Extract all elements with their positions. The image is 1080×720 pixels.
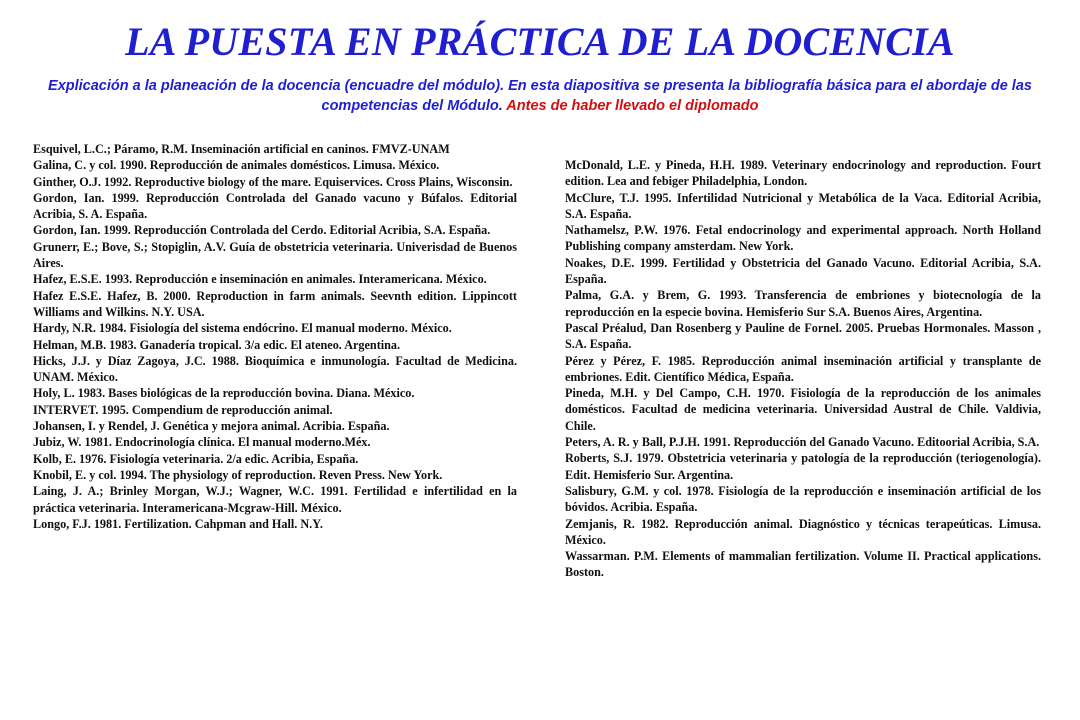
bibliography-entry: Jubiz, W. 1981. Endocrinología clínica. El manual moderno.Méx. bbox=[33, 435, 371, 450]
bibliography-entry: Wassarman. P.M. Elements of mammalian fertilization. Volume II. Practical applications. Boston. bbox=[565, 549, 1041, 580]
bibliography-entry: Hafez, E.S.E. 1993. Reproducción e inseminación en animales. Interamericana. México. bbox=[33, 272, 487, 287]
subtitle-accent-text: Antes de haber llevado el diplomado bbox=[506, 98, 759, 114]
bibliography-entry: Laing, J. A.; Brinley Morgan, W.J.; Wagner, W.C. 1991. Fertilidad e infertilidad en la práctica veterinaria. Interamericana-Mcgraw-Hill. México. bbox=[33, 484, 517, 515]
slide-title: LA PUESTA EN PRÁCTICA DE LA DOCENCIA bbox=[125, 19, 955, 64]
bibliography-entry: Nathamelsz, P.W. 1976. Fetal endocrinology and experimental approach. North Holland Publishing company amsterdam. New York. bbox=[565, 223, 1041, 254]
bibliography-entry: Gordon, Ian. 1999. Reproducción Controlada del Ganado vacuno y Búfalos. Editorial Acribia, S. A. España. bbox=[33, 190, 517, 222]
bibliography-right-column bbox=[565, 157, 1041, 581]
bibliography-entry: Salisbury, G.M. y col. 1978. Fisiología de la reproducción e inseminación artificial de los bóvidos. Acribia. España. bbox=[565, 483, 1041, 515]
bibliography-entry: Helman, M.B. 1983. Ganadería tropical. 3/a edic. El ateneo. Argentina. bbox=[33, 337, 401, 352]
bibliography-entry: Esquivel, L.C.; Páramo, R.M. Inseminación artificial en caninos. FMVZ-UNAM bbox=[33, 142, 450, 156]
bibliography-entry: Ginther, O.J. 1992. Reproductive biology of the mare. Equiservices. Cross Plains, Wisconsin. bbox=[33, 174, 513, 189]
bibliography-entry: McDonald, L.E. y Pineda, H.H. 1989. Veterinary endocrinology and reproduction. Fourt edition. Lea and febiger Philadelphia, London. bbox=[565, 158, 1041, 189]
bibliography-entry: Palma, G.A. y Brem, G. 1993. Transferencia de embriones y biotecnología de la reproducción en la especie bovina. Hemisferio Sur S.A. Buenos Aires, Argentina. bbox=[565, 288, 1041, 319]
bibliography-entry: Roberts, S.J. 1979. Obstetricia veterinaria y patología de la reproducción (teriogenología). Edit. Hemisferio Sur. Argentina. bbox=[565, 451, 1041, 482]
bibliography-entry: Johansen, I. y Rendel, J. Genética y mejora animal. Acribia. España. bbox=[33, 419, 390, 434]
bibliography-entry: Kolb, E. 1976. Fisiología veterinaria. 2/a edic. Acribia, España. bbox=[33, 451, 359, 466]
bibliography-entry: Peters, A. R. y Ball, P.J.H. 1991. Reproducción del Ganado Vacuno. Editoorial Acribia, S.A. bbox=[565, 435, 1040, 450]
bibliography-entry: McClure, T.J. 1995. Infertilidad Nutricional y Metabólica de la Vaca. Editorial Acribia, S.A. España. bbox=[565, 190, 1041, 221]
bibliography-entry: Pineda, M.H. y Del Campo, C.H. 1970. Fisiología de la reproducción de los animales domésticos. Facultad de medicina veterinaria. Universidad Austral de Chile. Valdivia, Chile. bbox=[565, 386, 1041, 433]
bibliography-entry: Noakes, D.E. 1999. Fertilidad y Obstetricia del Ganado Vacuno. Editorial Acribia, S.A. España. bbox=[565, 255, 1041, 287]
bibliography-entry: Longo, F.J. 1981. Fertilization. Cahpman and Hall. N.Y. bbox=[33, 516, 323, 531]
slide-subtitle bbox=[28, 76, 1052, 116]
bibliography-entry: Grunerr, E.; Bove, S.; Stopiglin, A.V. Guía de obstetricia veterinaria. Univerisdad de Buenos Aires. bbox=[33, 239, 517, 271]
bibliography-entry: Pascal Préalud, Dan Rosenberg y Pauline de Fornel. 2005. Pruebas Hormonales. Masson , S.A. España. bbox=[565, 320, 1041, 352]
bibliography-entry: Hafez E.S.E. Hafez, B. 2000. Reproduction in farm animals. Seevnth edition. Lippincott Williams and Wilkins. N.Y. USA. bbox=[33, 288, 517, 319]
bibliography-entry: INTERVET. 1995. Compendium de reproducción animal. bbox=[33, 402, 333, 417]
bibliography-entry: Knobil, E. y col. 1994. The physiology of reproduction. Reven Press. New York. bbox=[33, 467, 443, 482]
bibliography-entry: Galina, C. y col. 1990. Reproducción de animales domésticos. Limusa. México. bbox=[33, 158, 440, 173]
bibliography-entry: Pérez y Pérez, F. 1985. Reproducción animal inseminación artificial y transplante de embriones. Edit. Científico Médica, España. bbox=[565, 353, 1041, 384]
bibliography-entry: Gordon, Ian. 1999. Reproducción Controlada del Cerdo. Editorial Acribia, S.A. España. bbox=[33, 223, 491, 238]
bibliography-entry: Hardy, N.R. 1984. Fisiología del sistema endócrino. El manual moderno. México. bbox=[33, 321, 452, 336]
bibliography-entry: Holy, L. 1983. Bases biológicas de la reproducción bovina. Diana. México. bbox=[33, 386, 415, 401]
subtitle-main-text: Explicación a la planeación de la docencia (encuadre del módulo). En esta diapositiva se presenta la bibliografía básica para el abordaje de las competencias del Módulo. bbox=[48, 78, 1032, 114]
bibliography-left-column bbox=[33, 141, 517, 532]
bibliography-entry: Hicks, J.J. y Díaz Zagoya, J.C. 1988. Bioquímica e inmunología. Facultad de Medicina. UNAM. México. bbox=[33, 353, 517, 385]
bibliography-entry: Zemjanis, R. 1982. Reproducción animal. Diagnóstico y técnicas terapeúticas. Limusa. México. bbox=[565, 516, 1041, 547]
